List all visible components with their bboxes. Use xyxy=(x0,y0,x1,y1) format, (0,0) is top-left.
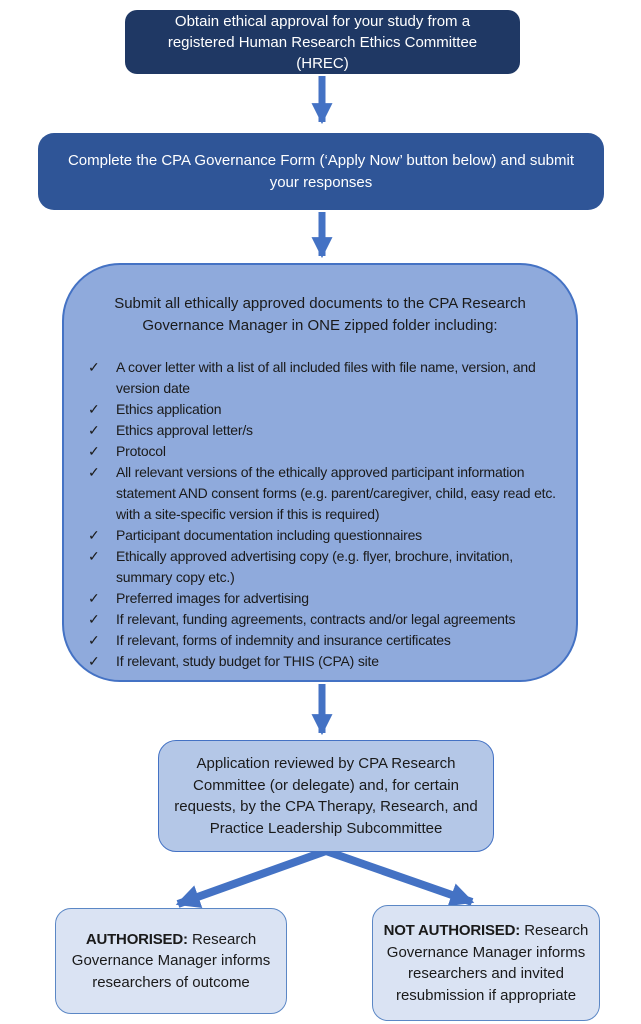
checklist-item-text: Ethics application xyxy=(116,401,222,417)
check-icon: ✓ xyxy=(88,401,100,417)
checklist-item-text: Participant documentation including questionnaires xyxy=(116,527,422,543)
step-complete-governance-form xyxy=(38,133,604,210)
check-icon: ✓ xyxy=(88,443,100,459)
check-icon: ✓ xyxy=(88,359,100,375)
check-icon: ✓ xyxy=(88,590,100,606)
document-checklist xyxy=(80,357,564,672)
outcome-not-authorised-text xyxy=(381,920,591,1006)
outcome-not-authorised-label: NOT AUTHORISED: xyxy=(383,922,521,939)
outcome-authorised-body: Research Governance Manager informs researchers of outcome xyxy=(71,930,271,991)
checklist-item xyxy=(80,588,564,609)
checklist-item xyxy=(80,609,564,630)
check-icon: ✓ xyxy=(88,653,100,669)
checklist-item xyxy=(80,420,564,441)
arrow-step4-not-authorised xyxy=(326,851,472,902)
submit-documents-heading: Submit all ethically approved documents to the CPA Research Governance Manager in ONE zipped folder including: xyxy=(114,295,526,334)
step-obtain-ethical-approval xyxy=(125,10,520,74)
outcome-authorised xyxy=(55,908,287,1014)
checklist-item xyxy=(80,525,564,546)
checklist-item xyxy=(80,546,564,588)
checklist-item-text: All relevant versions of the ethically approved participant information statement AND consent forms (e.g. parent/caregiver, child, easy read etc. with a site-specific version if this is required) xyxy=(116,464,556,522)
check-icon: ✓ xyxy=(88,422,100,438)
arrow-step4-authorised xyxy=(178,851,326,904)
checklist-item-text: If relevant, funding agreements, contracts and/or legal agreements xyxy=(116,611,516,627)
check-icon: ✓ xyxy=(88,548,100,564)
check-icon: ✓ xyxy=(88,527,100,543)
checklist-item xyxy=(80,651,564,672)
outcome-not-authorised-body: Research Governance Manager informs researchers and invited resubmission if appropriate xyxy=(386,922,589,1004)
check-icon: ✓ xyxy=(88,464,100,480)
checklist-item-text: A cover letter with a list of all included files with file name, version, and version date xyxy=(116,359,536,396)
checklist-item-text: If relevant, forms of indemnity and insurance certificates xyxy=(116,632,451,648)
step-complete-governance-form-text: Complete the CPA Governance Form (‘Apply Now’ button below) and submit your responses xyxy=(67,151,575,191)
checklist-item-text: If relevant, study budget for THIS (CPA) site xyxy=(116,653,379,669)
checklist-item-text: Preferred images for advertising xyxy=(116,590,309,606)
checklist-item xyxy=(80,462,564,525)
step-application-reviewed xyxy=(158,740,494,852)
checklist-item xyxy=(80,441,564,462)
outcome-authorised-label: AUTHORISED: xyxy=(85,930,188,948)
check-icon: ✓ xyxy=(88,611,100,627)
outcome-not-authorised xyxy=(372,905,600,1021)
step-obtain-ethical-approval-text: Obtain ethical approval for your study from a registered Human Research Ethics Committee (HREC) xyxy=(167,12,478,72)
checklist-item-text: Ethically approved advertising copy (e.g. flyer, brochure, invitation, summary copy etc.) xyxy=(116,548,513,585)
checklist-item-text: Protocol xyxy=(116,443,166,459)
checklist-item xyxy=(80,399,564,420)
checklist-item xyxy=(80,357,564,399)
checklist-item xyxy=(80,630,564,651)
checklist-item-text: Ethics approval letter/s xyxy=(116,422,253,438)
step-submit-documents xyxy=(62,263,578,682)
step-application-reviewed-text: Application reviewed by CPA Research Committee (or delegate) and, for certain requests, by the CPA Therapy, Research, and Practice Leadership Subcommittee xyxy=(174,755,478,837)
check-icon: ✓ xyxy=(88,632,100,648)
outcome-authorised-text xyxy=(64,929,278,994)
